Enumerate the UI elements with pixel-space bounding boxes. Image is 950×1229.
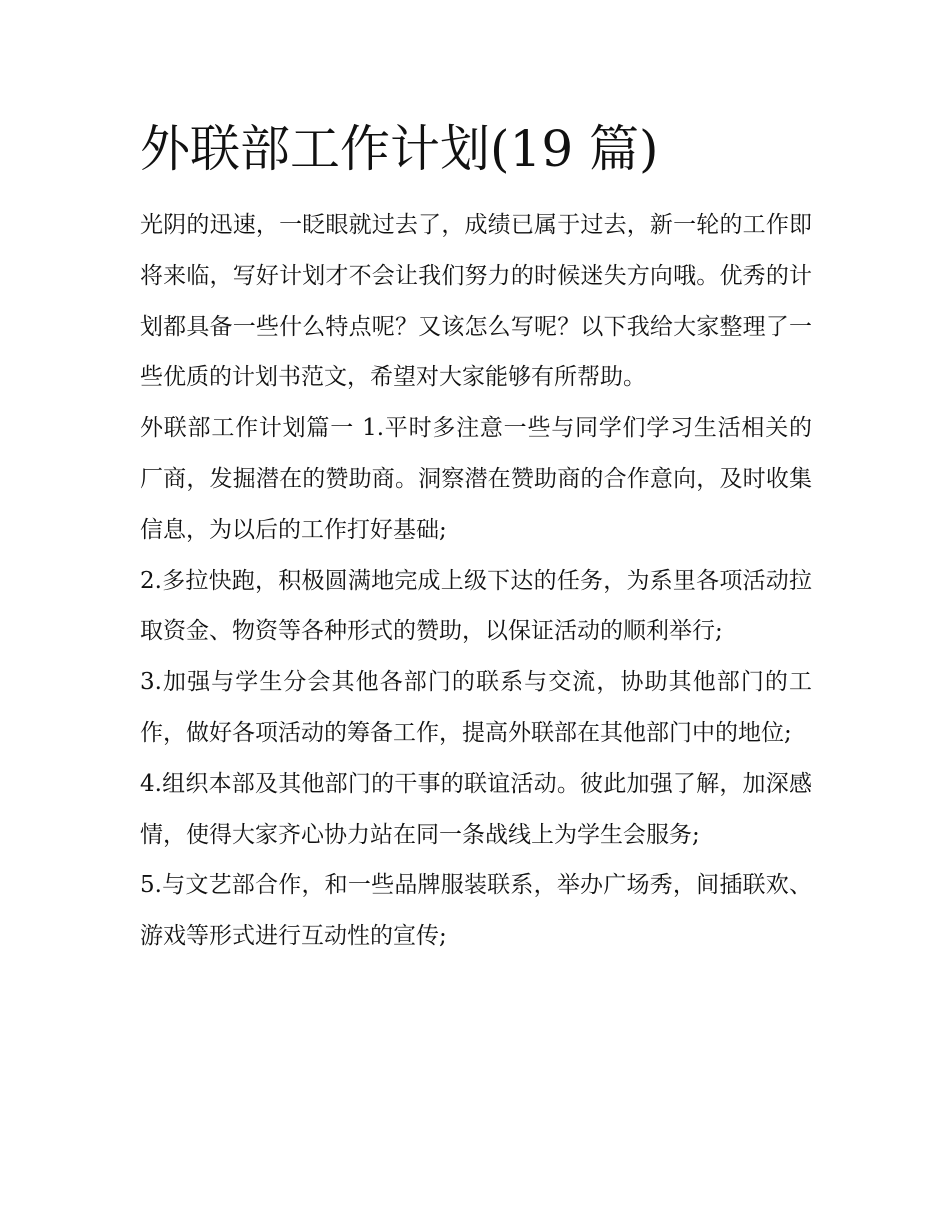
paragraph-item-4: 4.组织本部及其他部门的干事的联谊活动。彼此加强了解，加深感情，使得大家齐心协力站在同一条战线上为学生会服务; xyxy=(140,770,812,848)
paragraph-item-3: 3.加强与学生分会其他各部门的联系与交流，协助其他部门的工作，做好各项活动的筹备工作，提高外联部在其他部门中的地位; xyxy=(140,669,812,746)
paragraph-item-2: 2.多拉快跑，积极圆满地完成上级下达的任务，为系里各项活动拉取资金、物资等各种形式的赞助，以保证活动的顺利举行; xyxy=(140,567,812,645)
paragraph-item-1: 外联部工作计划篇一 1.平时多注意一些与同学们学习生活相关的厂商，发掘潜在的赞助商。洞察潜在赞助商的合作意向，及时收集信息，为以后的工作打好基础; xyxy=(140,415,812,543)
document-page xyxy=(140,112,812,962)
paragraph-item-5: 5.与文艺部合作，和一些品牌服装联系，举办广场秀，间插联欢、游戏等形式进行互动性的宣传; xyxy=(140,872,812,950)
paragraph-intro: 光阴的迅速，一眨眼就过去了，成绩已属于过去，新一轮的工作即将来临，写好计划才不会让我们努力的时候迷失方向哦。优秀的计划都具备一些什么特点呢？又该怎么写呢？以下我给大家整理了一些优质的计划书范文，希望对大家能够有所帮助。 xyxy=(140,212,812,391)
document-title: 外联部工作计划(19 篇) xyxy=(140,120,659,178)
